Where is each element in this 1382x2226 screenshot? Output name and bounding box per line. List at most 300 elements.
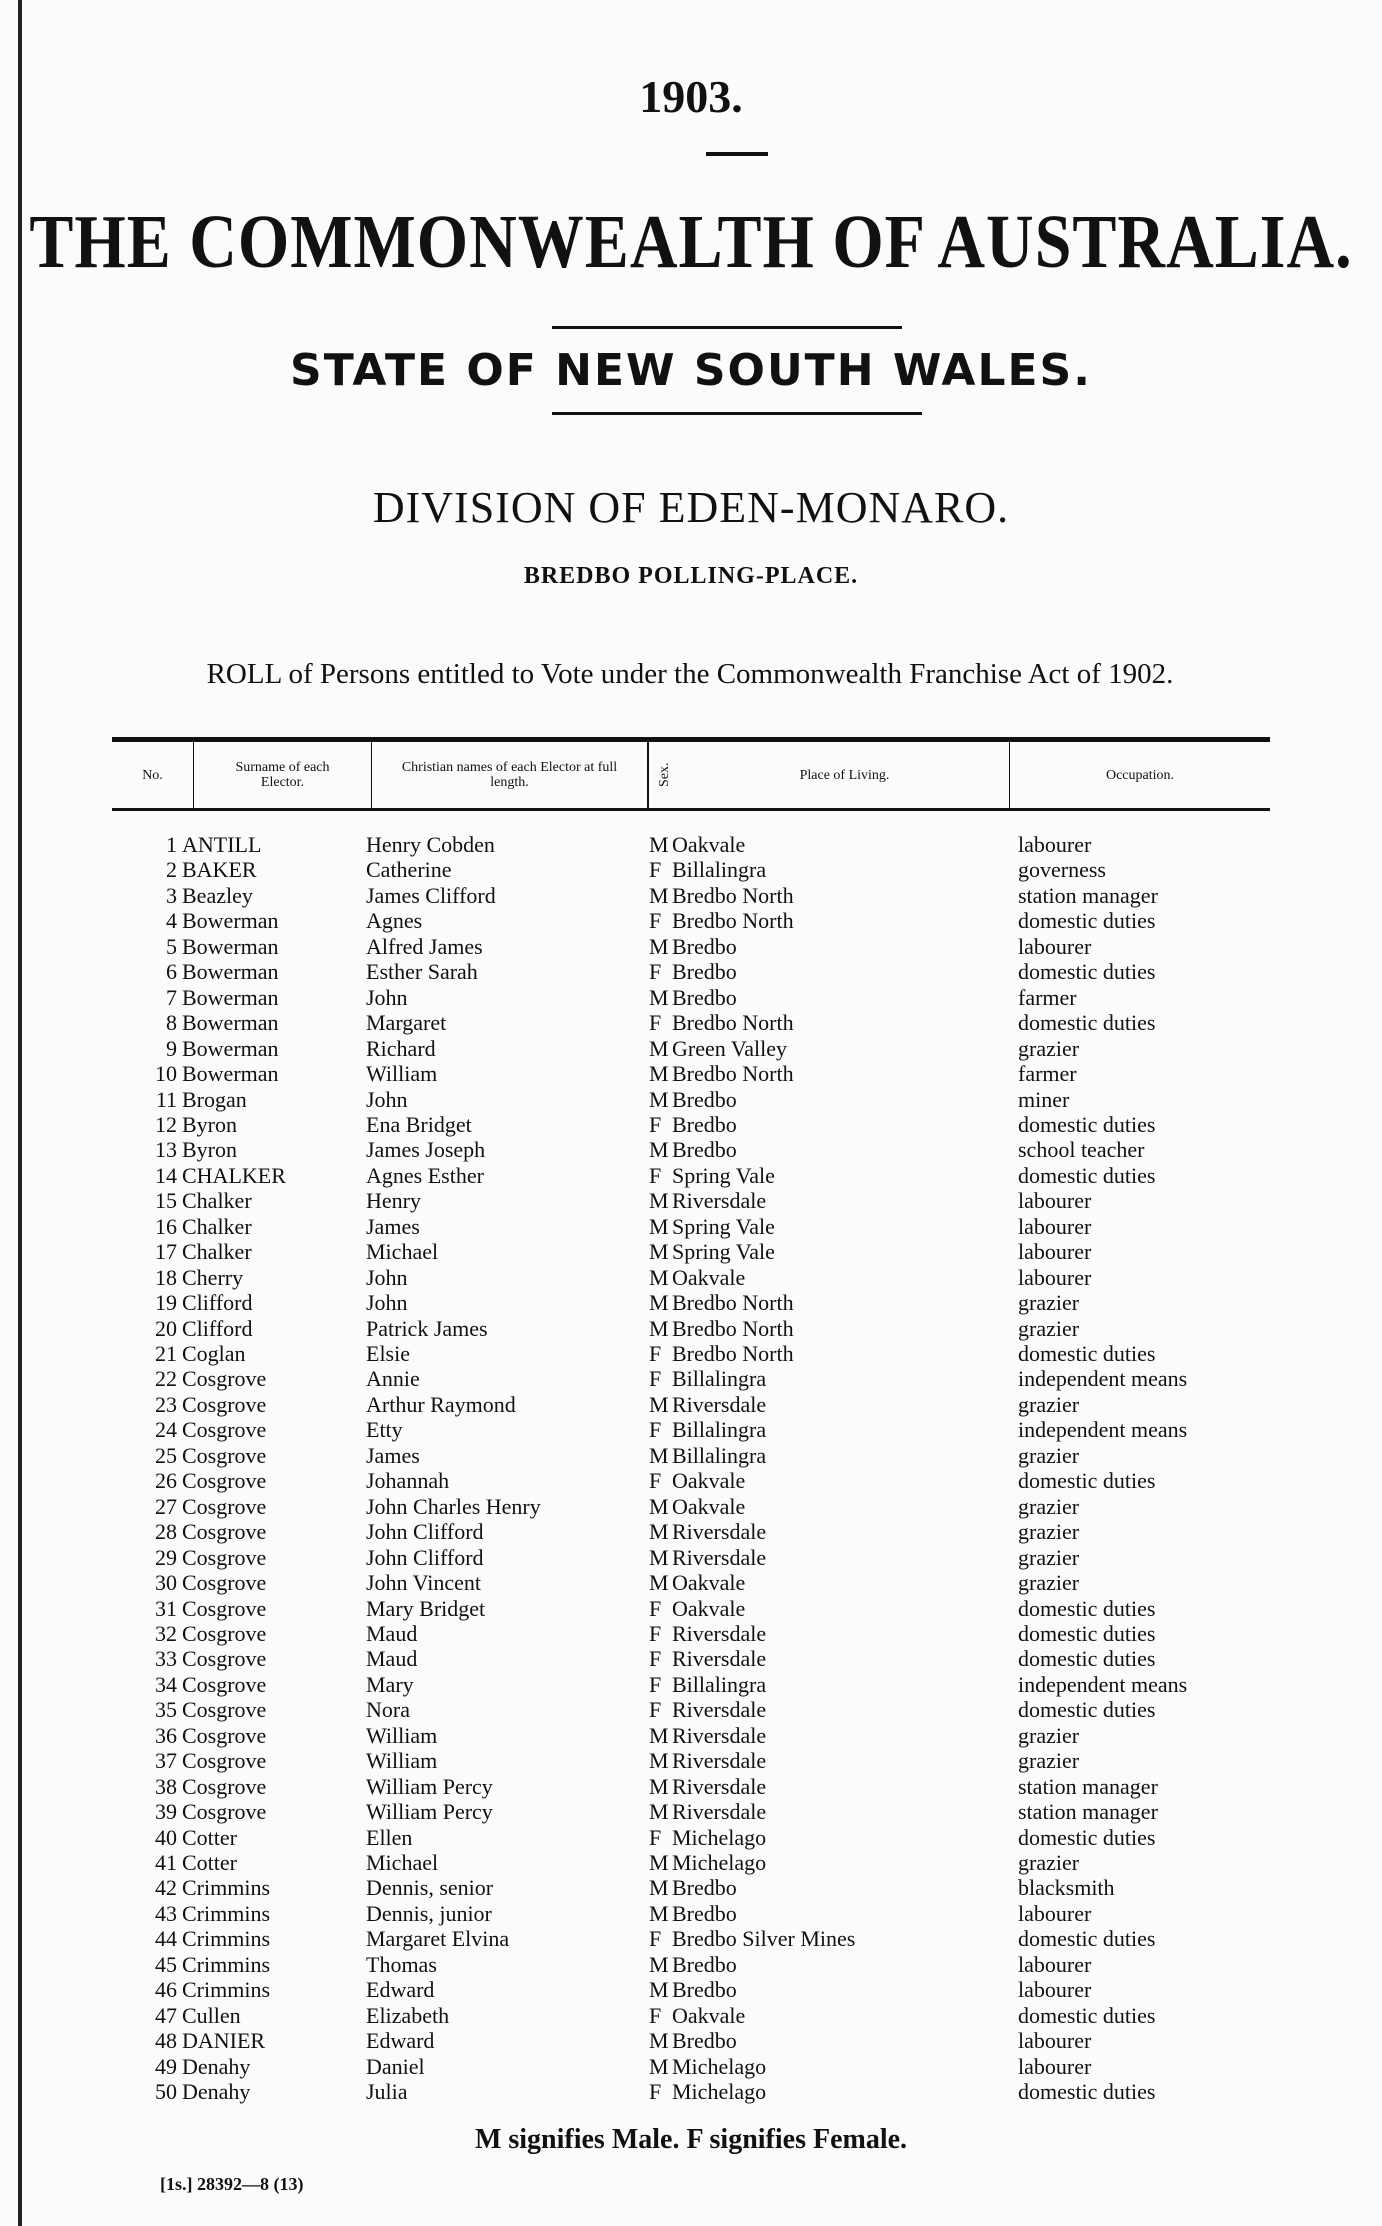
cell-christian: Maud [366, 1646, 418, 1672]
cell-christian: Annie [366, 1366, 420, 1392]
cell-surname: Cosgrove [182, 1722, 267, 1748]
cell-no: 17 [155, 1239, 177, 1265]
cell-christian: William Percy [366, 1799, 493, 1825]
cell-place: Bredbo North [672, 1315, 794, 1341]
cell-sex: F [649, 1620, 662, 1646]
cell-occupation: farmer [1018, 984, 1077, 1010]
cell-no: 25 [155, 1442, 177, 1468]
cell-christian: Henry Cobden [366, 832, 495, 857]
cell-occupation: miner [1018, 1086, 1070, 1112]
cell-place: Bredbo [672, 1111, 737, 1137]
cell-christian: John [366, 1264, 408, 1290]
cell-place: Riversdale [672, 1697, 767, 1723]
cell-occupation: grazier [1018, 1290, 1080, 1316]
cell-no: 30 [155, 1570, 177, 1596]
cell-no: 50 [155, 2079, 177, 2105]
cell-sex: M [649, 1391, 669, 1417]
cell-sex: M [649, 1239, 669, 1265]
cell-no: 40 [155, 1824, 177, 1850]
cell-no: 4 [166, 908, 177, 934]
table-row [0, 1850, 1382, 1875]
cell-surname: DANIER [182, 2028, 266, 2054]
cell-christian: Esther Sarah [366, 959, 478, 985]
cell-place: Spring Vale [672, 1239, 775, 1265]
cell-occupation: farmer [1018, 1061, 1077, 1087]
table-row [0, 1799, 1382, 1824]
table-row [0, 1825, 1382, 1850]
cell-occupation: station manager [1018, 882, 1158, 908]
cell-surname: ANTILL [182, 832, 262, 857]
cell-sex: F [649, 1697, 662, 1723]
cell-place: Michelago [672, 1850, 767, 1875]
cell-sex: M [649, 1977, 669, 2003]
cell-christian: John Charles Henry [366, 1493, 541, 1519]
cell-occupation: labourer [1018, 1977, 1092, 2003]
cell-occupation: domestic duties [1018, 2002, 1156, 2028]
cell-sex: M [649, 1722, 669, 1748]
cell-no: 46 [155, 1977, 177, 2003]
cell-occupation: domestic duties [1018, 1595, 1156, 1621]
table-row [0, 1443, 1382, 1468]
cell-christian: Margaret [366, 1010, 447, 1036]
year: 1903. [639, 71, 743, 122]
cell-no: 8 [166, 1010, 177, 1036]
cell-place: Michelago [672, 1824, 767, 1850]
cell-place: Billalingra [672, 1671, 767, 1697]
cell-christian: Catherine [366, 857, 452, 883]
cell-sex: F [649, 2079, 662, 2105]
cell-no: 19 [155, 1290, 177, 1316]
table-row [0, 1723, 1382, 1748]
cell-no: 12 [155, 1111, 177, 1137]
cell-surname: Cosgrove [182, 1773, 267, 1799]
cell-sex: M [649, 1061, 669, 1087]
cell-place: Riversdale [672, 1748, 767, 1774]
cell-occupation: grazier [1018, 1493, 1080, 1519]
cell-sex: M [649, 1035, 669, 1061]
cell-no: 14 [155, 1162, 177, 1188]
cell-place: Bredbo [672, 959, 737, 985]
cell-place: Michelago [672, 2079, 767, 2105]
cell-surname: Clifford [182, 1315, 253, 1341]
cell-christian: Etty [366, 1417, 403, 1443]
cell-occupation: grazier [1018, 1722, 1080, 1748]
cell-place: Bredbo Silver Mines [672, 1926, 856, 1952]
table-row [0, 883, 1382, 908]
cell-sex: F [649, 1671, 662, 1697]
table-row [0, 1646, 1382, 1671]
cell-sex: M [649, 832, 669, 857]
cell-christian: William [366, 1061, 438, 1087]
cell-no: 15 [155, 1188, 177, 1214]
cell-occupation: domestic duties [1018, 1111, 1156, 1137]
cell-christian: John Vincent [366, 1570, 481, 1596]
col-header-occupation: Occupation. [1105, 767, 1175, 783]
cell-sex: F [649, 1366, 662, 1392]
cell-no: 11 [155, 1086, 177, 1112]
cell-surname: Cosgrove [182, 1442, 267, 1468]
cell-no: 31 [155, 1595, 177, 1621]
cell-place: Oakvale [672, 832, 746, 857]
cell-sex: M [649, 1850, 669, 1875]
table-row [0, 1468, 1382, 1493]
cell-surname: Cosgrove [182, 1671, 267, 1697]
cell-surname: Bowerman [182, 984, 279, 1010]
cell-sex: M [649, 1213, 669, 1239]
cell-surname: Bowerman [182, 933, 279, 959]
cell-sex: M [649, 1493, 669, 1519]
cell-occupation: domestic duties [1018, 1697, 1156, 1723]
cell-christian: Agnes Esther [366, 1162, 484, 1188]
cell-christian: James [366, 1442, 420, 1468]
cell-sex: F [649, 1111, 662, 1137]
cell-no: 2 [166, 857, 177, 883]
table-row [0, 1697, 1382, 1722]
cell-no: 5 [166, 933, 177, 959]
cell-occupation: school teacher [1018, 1137, 1145, 1163]
cell-christian: John [366, 1290, 408, 1316]
cell-surname: Bowerman [182, 1061, 279, 1087]
cell-no: 22 [155, 1366, 177, 1392]
cell-sex: F [649, 1417, 662, 1443]
cell-no: 48 [155, 2028, 177, 2054]
cell-occupation: grazier [1018, 1544, 1080, 1570]
cell-christian: Johannah [366, 1468, 450, 1494]
table-row [0, 832, 1382, 857]
table-row [0, 985, 1382, 1010]
cell-christian: John [366, 984, 408, 1010]
cell-place: Bredbo [672, 1875, 737, 1901]
cell-christian: Dennis, senior [366, 1875, 494, 1901]
cell-place: Bredbo [672, 2028, 737, 2054]
cell-place: Riversdale [672, 1519, 767, 1545]
cell-surname: Cosgrove [182, 1366, 267, 1392]
cell-no: 43 [155, 1900, 177, 1926]
division-heading: DIVISION OF EDEN-MONARO. [372, 483, 1010, 532]
cell-occupation: domestic duties [1018, 1341, 1156, 1366]
cell-sex: M [649, 1290, 669, 1316]
cell-sex: M [649, 1264, 669, 1290]
cell-no: 9 [166, 1035, 177, 1061]
cell-occupation: governess [1018, 857, 1106, 883]
cell-occupation: domestic duties [1018, 1646, 1156, 1672]
cell-no: 29 [155, 1544, 177, 1570]
cell-place: Bredbo North [672, 1010, 794, 1036]
cell-surname: Crimmins [182, 1900, 271, 1926]
cell-place: Bredbo North [672, 882, 794, 908]
cell-christian: Ellen [366, 1824, 413, 1850]
cell-no: 44 [155, 1926, 177, 1952]
cell-christian: John [366, 1086, 408, 1112]
cell-christian: James Joseph [366, 1137, 486, 1163]
cell-surname: CHALKER [182, 1162, 286, 1188]
roll-caption: ROLL of Persons entitled to Vote under the Commonwealth Franchise Act of 1902. [206, 658, 1174, 690]
cell-place: Bredbo North [672, 908, 794, 934]
cell-christian: Dennis, junior [366, 1900, 492, 1926]
cell-sex: F [649, 1162, 662, 1188]
cell-no: 39 [155, 1799, 177, 1825]
cell-place: Riversdale [672, 1722, 767, 1748]
cell-sex: M [649, 1137, 669, 1163]
cell-occupation: domestic duties [1018, 1926, 1156, 1952]
cell-place: Bredbo [672, 1086, 737, 1112]
cell-occupation: domestic duties [1018, 1162, 1156, 1188]
table-row [0, 1366, 1382, 1391]
cell-occupation: grazier [1018, 1391, 1080, 1417]
cell-surname: Bowerman [182, 908, 279, 934]
cell-surname: Coglan [182, 1341, 246, 1366]
cell-no: 28 [155, 1519, 177, 1545]
cell-sex: F [649, 1646, 662, 1672]
cell-occupation: grazier [1018, 1035, 1080, 1061]
cell-place: Bredbo North [672, 1061, 794, 1087]
cell-christian: Daniel [366, 2053, 425, 2079]
cell-occupation: grazier [1018, 1315, 1080, 1341]
cell-no: 32 [155, 1620, 177, 1646]
table-row [0, 1875, 1382, 1900]
cell-christian: James [366, 1213, 420, 1239]
rule-under-year [706, 152, 768, 156]
cell-surname: Crimmins [182, 1875, 271, 1901]
table-row [0, 1010, 1382, 1035]
cell-no: 24 [155, 1417, 177, 1443]
cell-surname: Chalker [182, 1213, 252, 1239]
cell-no: 21 [155, 1341, 177, 1366]
col-header-surname: Surname of each Elector. [194, 742, 372, 808]
table-row [0, 1545, 1382, 1570]
cell-surname: Bowerman [182, 959, 279, 985]
table-row [0, 934, 1382, 959]
cell-place: Oakvale [672, 1468, 746, 1494]
cell-christian: Nora [366, 1697, 410, 1723]
cell-sex: M [649, 1748, 669, 1774]
cell-occupation: domestic duties [1018, 2079, 1156, 2105]
cell-sex: M [649, 1519, 669, 1545]
cell-sex: F [649, 2002, 662, 2028]
cell-sex: M [649, 1086, 669, 1112]
cell-sex: M [649, 1570, 669, 1596]
cell-place: Billalingra [672, 1366, 767, 1392]
cell-no: 3 [166, 882, 177, 908]
cell-christian: Edward [366, 2028, 435, 2054]
cell-sex: M [649, 1442, 669, 1468]
cell-sex: F [649, 908, 662, 934]
table-row [0, 1316, 1382, 1341]
cell-christian: Alfred James [366, 933, 483, 959]
cell-surname: Cosgrove [182, 1519, 267, 1545]
cell-sex: M [649, 1188, 669, 1214]
cell-no: 23 [155, 1391, 177, 1417]
print-code: [1s.] 28392—8 (13) [160, 2174, 304, 2194]
cell-surname: Crimmins [182, 1951, 271, 1977]
cell-sex: M [649, 1315, 669, 1341]
cell-surname: Cullen [182, 2002, 241, 2028]
cell-surname: Crimmins [182, 1926, 271, 1952]
cell-place: Bredbo [672, 1951, 737, 1977]
cell-surname: Cherry [182, 1264, 244, 1290]
cell-no: 16 [155, 1213, 177, 1239]
cell-place: Oakvale [672, 1264, 746, 1290]
cell-occupation: labourer [1018, 2053, 1092, 2079]
table-row [0, 1977, 1382, 2002]
table-row [0, 2079, 1382, 2104]
table-row [0, 1036, 1382, 1061]
cell-occupation: independent means [1018, 1366, 1188, 1392]
cell-sex: M [649, 1799, 669, 1825]
cell-christian: William [366, 1748, 438, 1774]
table-row [0, 1570, 1382, 1595]
table-row [0, 2028, 1382, 2053]
cell-surname: Clifford [182, 1290, 253, 1316]
cell-no: 45 [155, 1951, 177, 1977]
cell-sex: M [649, 1900, 669, 1926]
cell-christian: Arthur Raymond [366, 1391, 516, 1417]
col-header-no: No. [112, 742, 194, 808]
cell-place: Spring Vale [672, 1213, 775, 1239]
table-row [0, 1265, 1382, 1290]
cell-christian: John Clifford [366, 1544, 484, 1570]
cell-place: Michelago [672, 2053, 767, 2079]
cell-place: Oakvale [672, 2002, 746, 2028]
cell-sex: F [649, 1010, 662, 1036]
table-row [0, 1596, 1382, 1621]
cell-christian: Richard [366, 1035, 436, 1061]
cell-christian: Mary [366, 1671, 414, 1697]
table-row [0, 1392, 1382, 1417]
cell-occupation: grazier [1018, 1748, 1080, 1774]
cell-place: Riversdale [672, 1188, 767, 1214]
table-row [0, 1214, 1382, 1239]
cell-christian: William Percy [366, 1773, 493, 1799]
cell-place: Spring Vale [672, 1162, 775, 1188]
cell-no: 47 [155, 2002, 177, 2028]
cell-no: 7 [166, 984, 177, 1010]
table-header [112, 737, 1270, 811]
cell-surname: Cosgrove [182, 1646, 267, 1672]
table-row [0, 1621, 1382, 1646]
cell-sex: M [649, 984, 669, 1010]
table-row [0, 959, 1382, 984]
cell-no: 33 [155, 1646, 177, 1672]
cell-no: 49 [155, 2053, 177, 2079]
table-row [0, 1112, 1382, 1137]
cell-occupation: domestic duties [1018, 1468, 1156, 1494]
cell-surname: Bowerman [182, 1010, 279, 1036]
cell-no: 37 [155, 1748, 177, 1774]
cell-sex: M [649, 2053, 669, 2079]
cell-surname: Cotter [182, 1824, 237, 1850]
cell-place: Riversdale [672, 1544, 767, 1570]
cell-no: 41 [155, 1850, 177, 1875]
rule-under-title [552, 326, 902, 329]
cell-surname: Denahy [182, 2053, 251, 2079]
table-row [0, 2003, 1382, 2028]
cell-no: 1 [166, 832, 177, 857]
cell-sex: F [649, 1341, 662, 1366]
cell-christian: Henry [366, 1188, 421, 1214]
table-row [0, 1901, 1382, 1926]
cell-surname: Bowerman [182, 1035, 279, 1061]
cell-no: 35 [155, 1697, 177, 1723]
cell-place: Oakvale [672, 1493, 746, 1519]
table-row [0, 1494, 1382, 1519]
table-row [0, 1087, 1382, 1112]
cell-occupation: grazier [1018, 1519, 1080, 1545]
cell-place: Bredbo [672, 1977, 737, 2003]
cell-occupation: labourer [1018, 1239, 1092, 1265]
cell-place: Bredbo [672, 984, 737, 1010]
cell-surname: Cosgrove [182, 1493, 267, 1519]
col-header-place: Place of Living. [680, 742, 1010, 808]
cell-sex: F [649, 1926, 662, 1952]
cell-sex: F [649, 959, 662, 985]
table-row [0, 1188, 1382, 1213]
table-row [0, 1952, 1382, 1977]
cell-sex: F [649, 1468, 662, 1494]
table-row [0, 2054, 1382, 2079]
cell-christian: Julia [366, 2079, 408, 2105]
cell-place: Green Valley [672, 1035, 788, 1061]
table-row [0, 1239, 1382, 1264]
cell-christian: John Clifford [366, 1519, 484, 1545]
cell-no: 26 [155, 1468, 177, 1494]
cell-christian: Mary Bridget [366, 1595, 486, 1621]
cell-surname: Cosgrove [182, 1468, 267, 1494]
cell-christian: Maud [366, 1620, 418, 1646]
cell-occupation: labourer [1018, 933, 1092, 959]
table-row [0, 1341, 1382, 1366]
cell-occupation: labourer [1018, 1900, 1092, 1926]
cell-occupation: station manager [1018, 1799, 1158, 1825]
state-heading: STATE OF NEW SOUTH WALES. [290, 345, 1092, 396]
cell-surname: Byron [182, 1137, 237, 1163]
cell-occupation: grazier [1018, 1570, 1080, 1596]
cell-no: 36 [155, 1722, 177, 1748]
cell-occupation: labourer [1018, 1213, 1092, 1239]
cell-christian: Michael [366, 1239, 439, 1265]
cell-place: Bredbo [672, 933, 737, 959]
cell-christian: Edward [366, 1977, 435, 2003]
cell-christian: Elizabeth [366, 2002, 450, 2028]
table-row [0, 857, 1382, 882]
table-row [0, 1417, 1382, 1442]
cell-occupation: labourer [1018, 2028, 1092, 2054]
cell-occupation: labourer [1018, 1188, 1092, 1214]
cell-christian: Agnes [366, 908, 423, 934]
rule-under-state [552, 412, 922, 415]
cell-christian: William [366, 1722, 438, 1748]
cell-place: Riversdale [672, 1646, 767, 1672]
cell-place: Oakvale [672, 1570, 746, 1596]
table-row [0, 1748, 1382, 1773]
table-row [0, 1290, 1382, 1315]
cell-surname: Cotter [182, 1850, 237, 1875]
cell-christian: Elsie [366, 1341, 410, 1366]
cell-occupation: grazier [1018, 1442, 1080, 1468]
cell-christian: Ena Bridget [366, 1111, 472, 1137]
cell-no: 38 [155, 1773, 177, 1799]
cell-surname: Chalker [182, 1239, 252, 1265]
cell-sex: M [649, 933, 669, 959]
cell-place: Riversdale [672, 1620, 767, 1646]
cell-occupation: domestic duties [1018, 1824, 1156, 1850]
cell-surname: Cosgrove [182, 1799, 267, 1825]
cell-sex: M [649, 1773, 669, 1799]
cell-christian: Thomas [366, 1951, 437, 1977]
cell-surname: Cosgrove [182, 1697, 267, 1723]
table-row [0, 1061, 1382, 1086]
cell-surname: Denahy [182, 2079, 251, 2105]
